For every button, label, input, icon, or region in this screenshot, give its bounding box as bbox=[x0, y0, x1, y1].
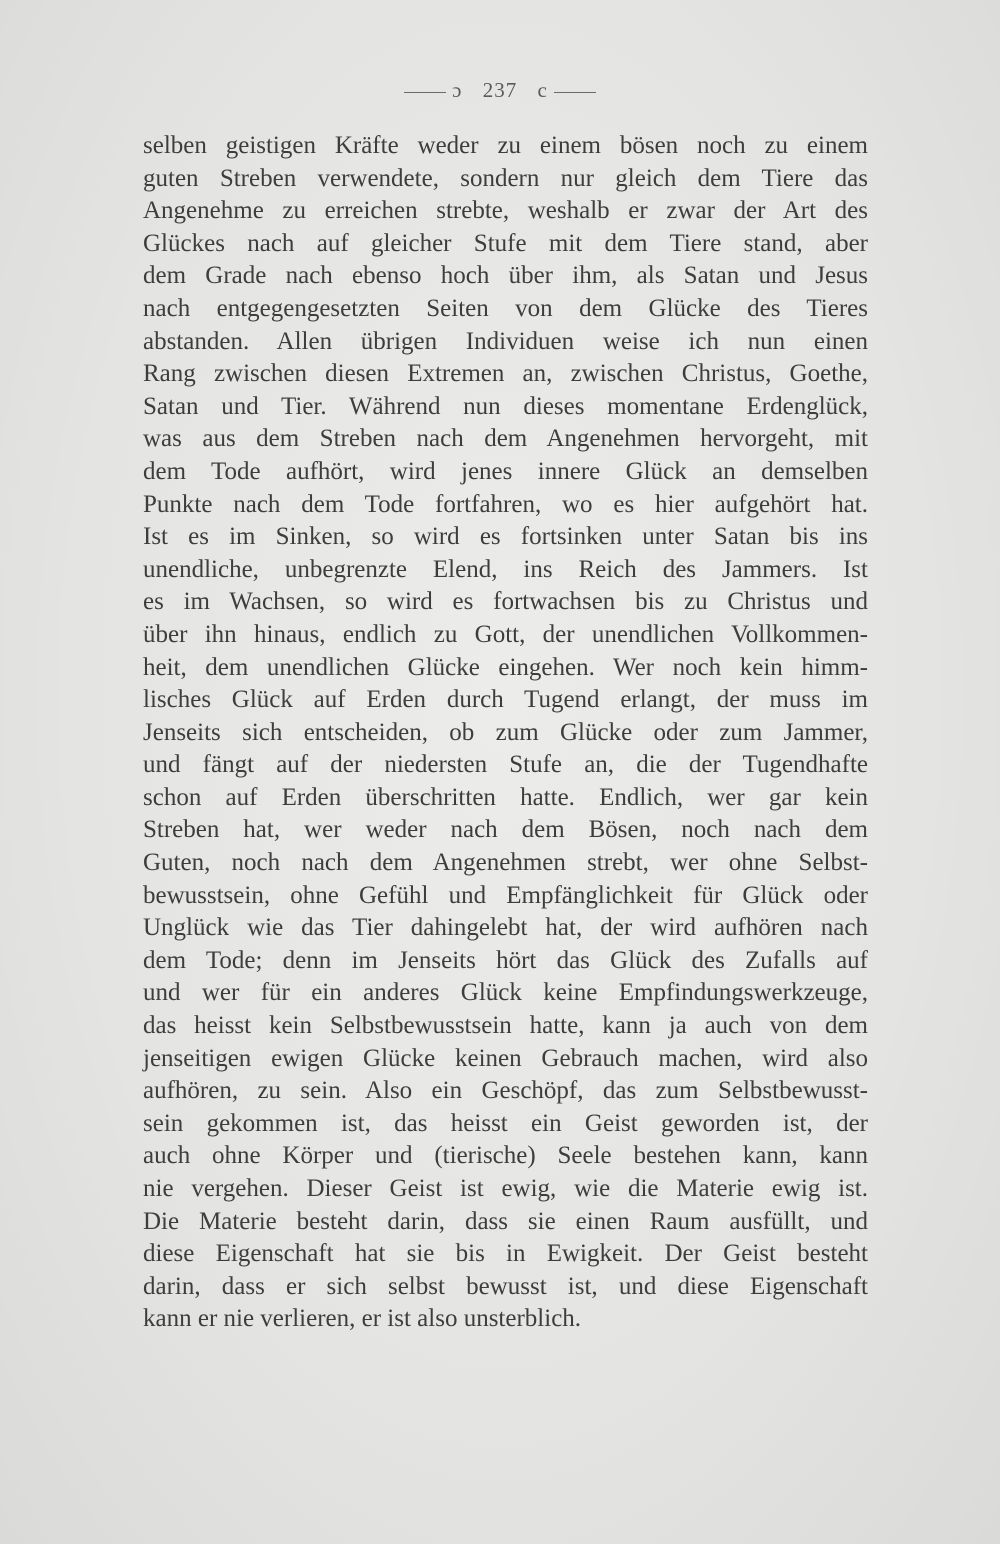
text-line: und wer für ein anderes Glück keine Empfindungswerkzeuge, bbox=[143, 979, 868, 1007]
text-line: Die Materie besteht darin, dass sie einen Raum ausfüllt, und bbox=[143, 1207, 868, 1235]
text-line: dem Tode; denn im Jenseits hört das Glück des Zufalls auf bbox=[143, 946, 868, 974]
text-line: Angenehme zu erreichen strebte, weshalb er zwar der Art des bbox=[143, 197, 868, 225]
text-line: unendliche, unbegrenzte Elend, ins Reich des Jammers. Ist bbox=[143, 555, 868, 583]
text-line: jenseitigen ewigen Glücke keinen Gebrauch machen, wird also bbox=[143, 1044, 868, 1072]
page-number: 237 bbox=[482, 78, 518, 102]
text-line: Unglück wie das Tier dahingelebt hat, der wird aufhören nach bbox=[143, 914, 868, 942]
text-line: darin, dass er sich selbst bewusst ist, und diese Eigenschaft bbox=[143, 1272, 868, 1300]
text-line: Jenseits sich entscheiden, ob zum Glücke oder zum Jammer, bbox=[143, 718, 868, 746]
text-line: schon auf Erden überschritten hatte. Endlich, wer gar kein bbox=[143, 783, 868, 811]
text-line: Satan und Tier. Während nun dieses momentane Erdenglück, bbox=[143, 392, 868, 420]
text-line: nach entgegengesetzten Seiten von dem Glücke des Tieres bbox=[143, 294, 868, 322]
page-header bbox=[0, 78, 1000, 103]
text-line: dem Grade nach ebenso hoch über ihm, als Satan und Jesus bbox=[143, 262, 868, 290]
text-line: Glückes nach auf gleicher Stufe mit dem Tiere stand, aber bbox=[143, 229, 868, 257]
header-left-mark: ɔ bbox=[452, 78, 463, 102]
text-line: was aus dem Streben nach dem Angenehmen hervorgeht, mit bbox=[143, 425, 868, 453]
text-line: selben geistigen Kräfte weder zu einem bösen noch zu einem bbox=[143, 132, 868, 159]
text-line: Guten, noch nach dem Angenehmen strebt, wer ohne Selbst- bbox=[143, 849, 868, 877]
header-right-mark: c bbox=[537, 78, 548, 102]
text-line: nie vergehen. Dieser Geist ist ewig, wie die Materie ewig ist. bbox=[143, 1175, 868, 1202]
text-line: guten Streben verwendete, sondern nur gleich dem Tiere das bbox=[143, 164, 868, 192]
text-line: es im Wachsen, so wird es fortwachsen bis zu Christus und bbox=[143, 588, 868, 616]
text-line: auch ohne Körper und (tierische) Seele bestehen kann, kann bbox=[143, 1142, 868, 1170]
text-line: Ist es im Sinken, so wird es fortsinken unter Satan bis ins bbox=[143, 523, 868, 551]
text-line: bewusstsein, ohne Gefühl und Empfänglichkeit für Glück oder bbox=[143, 881, 868, 909]
text-line: Rang zwischen diesen Extremen an, zwischen Christus, Goethe, bbox=[143, 360, 868, 388]
text-line: diese Eigenschaft hat sie bis in Ewigkeit. Der Geist besteht bbox=[143, 1240, 868, 1268]
text-line: sein gekommen ist, das heisst ein Geist geworden ist, der bbox=[143, 1109, 868, 1137]
body-text bbox=[143, 130, 868, 1336]
text-line: abstanden. Allen übrigen Individuen weise ich nun einen bbox=[143, 327, 868, 355]
text-line: aufhören, zu sein. Also ein Geschöpf, das zum Selbstbewusst- bbox=[143, 1077, 868, 1105]
text-line: heit, dem unendlichen Glücke eingehen. Wer noch kein himm- bbox=[143, 653, 868, 681]
text-line: dem Tode aufhört, wird jenes innere Glück an demselben bbox=[143, 457, 868, 485]
text-line: Punkte nach dem Tode fortfahren, wo es hier aufgehört hat. bbox=[143, 490, 868, 518]
text-line: Streben hat, wer weder nach dem Bösen, noch nach dem bbox=[143, 816, 868, 844]
text-line: und fängt auf der niedersten Stufe an, die der Tugendhafte bbox=[143, 751, 868, 779]
text-line: kann er nie verlieren, er ist also unsterblich. bbox=[143, 1305, 582, 1333]
header-rule-left bbox=[404, 92, 446, 93]
text-line: lisches Glück auf Erden durch Tugend erlangt, der muss im bbox=[143, 686, 868, 714]
text-line: über ihn hinaus, endlich zu Gott, der unendlichen Vollkommen- bbox=[143, 620, 868, 648]
header-rule-right bbox=[554, 92, 596, 93]
text-line: das heisst kein Selbstbewusstsein hatte, kann ja auch von dem bbox=[143, 1012, 868, 1040]
